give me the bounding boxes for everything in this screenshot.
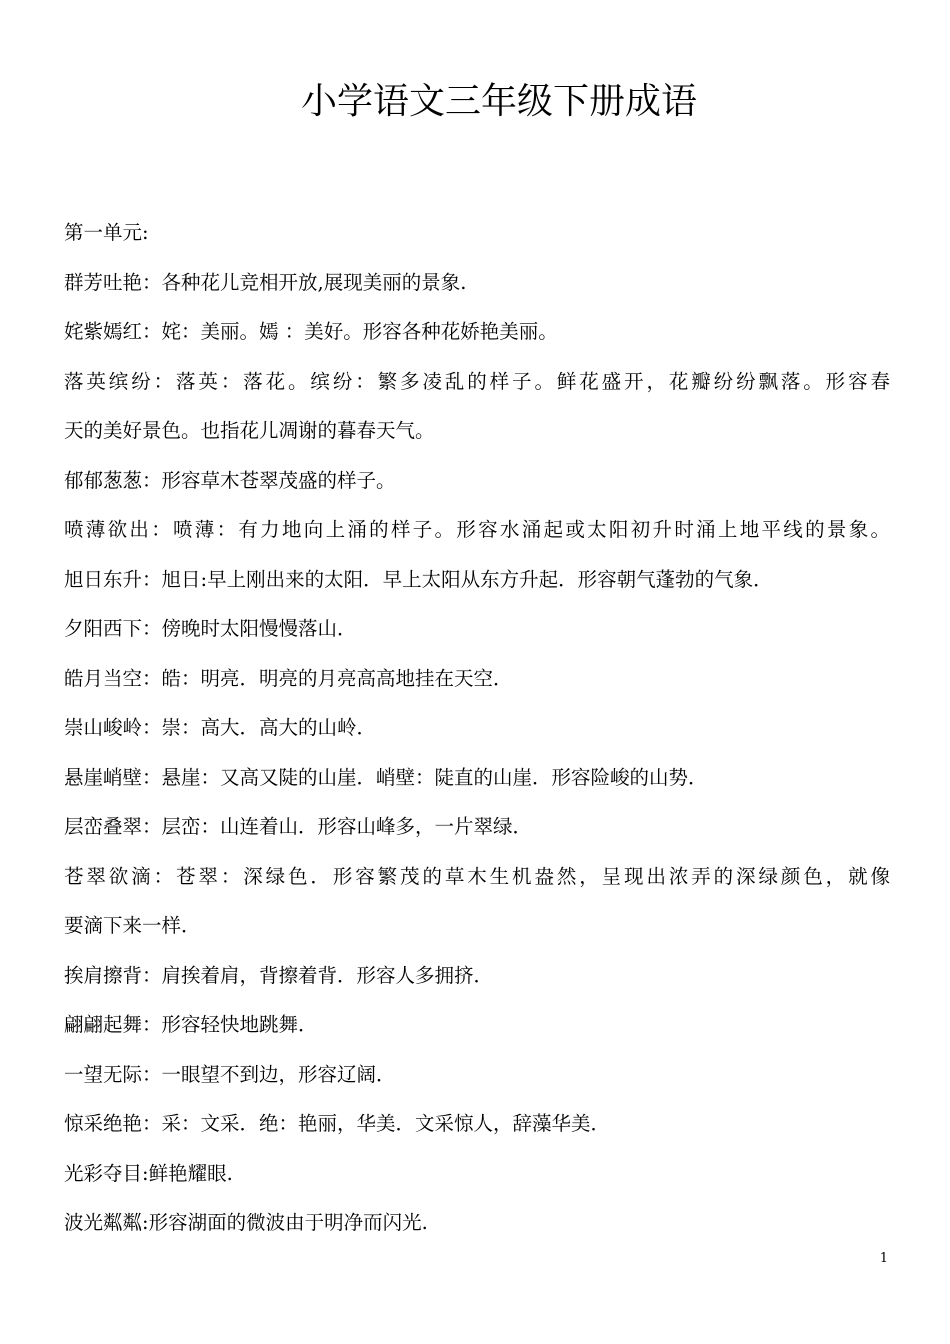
idiom-line: 波光粼粼:形容湖面的微波由于明净而闪光. — [64, 1211, 428, 1234]
idiom-line: 落英缤纷：落英：落花。缤纷：繁多凌乱的样子。鲜花盛开，花瓣纷纷飘落。形容春 — [64, 369, 890, 393]
idiom-line-continuation: 天的美好景色。也指花儿凋谢的暮春天气。 — [64, 419, 435, 442]
idiom-line: 悬崖峭壁：悬崖：又高又陡的山崖．峭壁：陡直的山崖．形容险峻的山势． — [64, 765, 708, 789]
idiom-line: 惊采绝艳：采：文采．绝：艳丽，华美．文采惊人，辞藻华美． — [64, 1112, 611, 1135]
idiom-line: 群芳吐艳：各种花儿竞相开放,展现美丽的景象. — [64, 270, 467, 294]
page-title: 小学语文三年级下册成语 — [300, 81, 697, 122]
idiom-line: 一望无际：一眼望不到边，形容辽阔． — [64, 1062, 396, 1086]
idiom-line: 姹紫嫣红：姹：美丽。嫣 ：美好。形容各种花娇艳美丽。 — [64, 320, 558, 343]
idiom-line: 层峦叠翠：层峦：山连着山．形容山峰多，一片翠绿． — [64, 815, 533, 838]
idiom-line: 郁郁葱葱：形容草木苍翠茂盛的样子。 — [64, 468, 396, 492]
page-number: 1 — [879, 1251, 888, 1266]
idiom-line: 苍翠欲滴：苍翠：深绿色．形容繁茂的草木生机盎然，呈现出浓弄的深绿颜色，就像 — [64, 864, 890, 888]
idiom-line: 喷薄欲出：喷薄：有力地向上涌的样子。形容水涌起或太阳初升时涌上地平线的景象。 — [64, 518, 890, 541]
idiom-line: 光彩夺目:鲜艳耀眼. — [64, 1161, 233, 1185]
idiom-line: 皓月当空：皓：明亮．明亮的月亮高高地挂在天空． — [64, 666, 513, 690]
unit-heading: 第一单元: — [64, 221, 149, 244]
idiom-line: 旭日东升：旭日:早上刚出来的太阳．早上太阳从东方升起．形容朝气蓬勃的气象． — [64, 567, 773, 591]
idiom-line: 挨肩擦背：肩挨着肩，背擦着背．形容人多拥挤． — [64, 963, 494, 987]
idiom-line: 夕阳西下：傍晚时太阳慢慢落山． — [64, 617, 357, 640]
document-body — [64, 208, 890, 1248]
idiom-line-continuation: 要滴下来一样． — [64, 914, 201, 937]
idiom-line: 翩翩起舞：形容轻快地跳舞． — [64, 1013, 318, 1036]
idiom-line: 崇山峻岭：崇：高大．高大的山岭． — [64, 716, 377, 739]
